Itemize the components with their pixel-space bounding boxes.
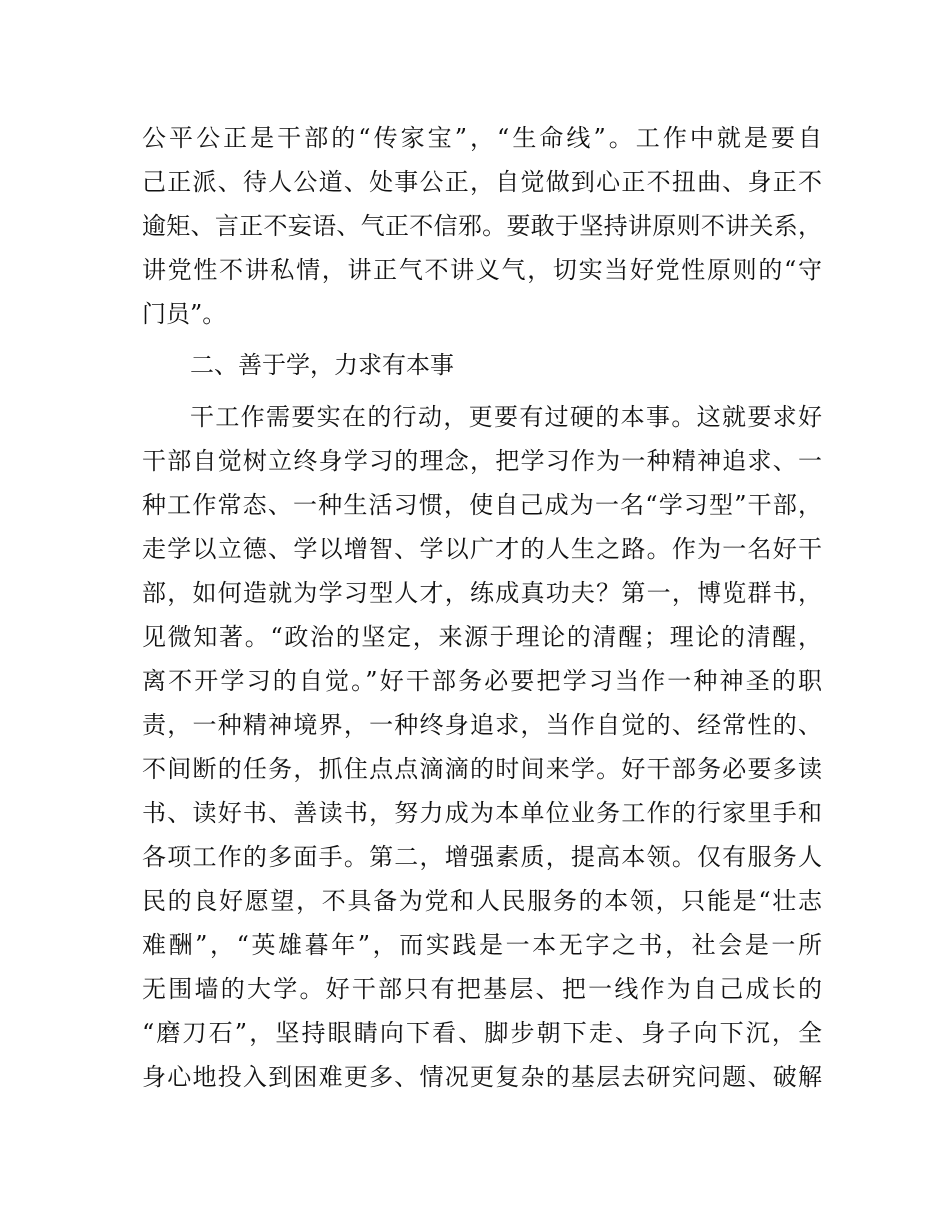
paragraph-line: 干工作需要实在的行动，更要有过硬的本事。这就要求好	[190, 403, 822, 431]
paragraph-line: 干部自觉树立终身学习的理念，把学习作为一种精神追求、一	[142, 447, 822, 475]
paragraph-line: 民的良好愿望，不具备为党和人民服务的本领，只能是“壮志	[142, 887, 822, 915]
paragraph-line: 部，如何造就为学习型人才，练成真功夫？第一，博览群书，	[142, 579, 822, 607]
paragraph-line: 公平公正是干部的“传家宝”，“生命线”。工作中就是要自	[142, 124, 822, 152]
paragraph-line: 见微知著。“政治的坚定，来源于理论的清醒；理论的清醒，	[142, 623, 822, 651]
paragraph-line: “磨刀石”，坚持眼睛向下看、脚步朝下走、身子向下沉，全	[142, 1019, 822, 1047]
paragraph-line: 无围墙的大学。好干部只有把基层、把一线作为自己成长的	[142, 975, 822, 1003]
paragraph-line: 离不开学习的自觉。”好干部务必要把学习当作一种神圣的职	[142, 667, 822, 695]
paragraph-line: 书、读好书、善读书，努力成为本单位业务工作的行家里手和	[142, 799, 822, 827]
paragraph-line: 身心地投入到困难更多、情况更复杂的基层去研究问题、破解	[142, 1063, 822, 1091]
paragraph-line: 讲党性不讲私情，讲正气不讲义气，切实当好党性原则的“守	[142, 256, 822, 284]
paragraph-line: 各项工作的多面手。第二，增强素质，提高本领。仅有服务人	[142, 843, 822, 871]
paragraph-line: 门员”。	[142, 300, 227, 328]
paragraph-line: 不间断的任务，抓住点点滴滴的时间来学。好干部务必要多读	[142, 755, 822, 783]
paragraph-line: 难酬”，“英雄暮年”，而实践是一本无字之书，社会是一所	[142, 931, 822, 959]
paragraph-line: 走学以立德、学以增智、学以广才的人生之路。作为一名好干	[142, 535, 822, 563]
paragraph-line: 逾矩、言正不妄语、气正不信邪。要敢于坚持讲原则不讲关系，	[142, 212, 822, 240]
paragraph-line: 责，一种精神境界，一种终身追求，当作自觉的、经常性的、	[142, 711, 822, 739]
paragraph-line: 种工作常态、一种生活习惯，使自己成为一名“学习型”干部，	[142, 491, 822, 519]
paragraph-line: 己正派、待人公道、处事公正，自觉做到心正不扭曲、身正不	[142, 168, 822, 196]
section-heading: 二、善于学，力求有本事	[190, 351, 454, 379]
